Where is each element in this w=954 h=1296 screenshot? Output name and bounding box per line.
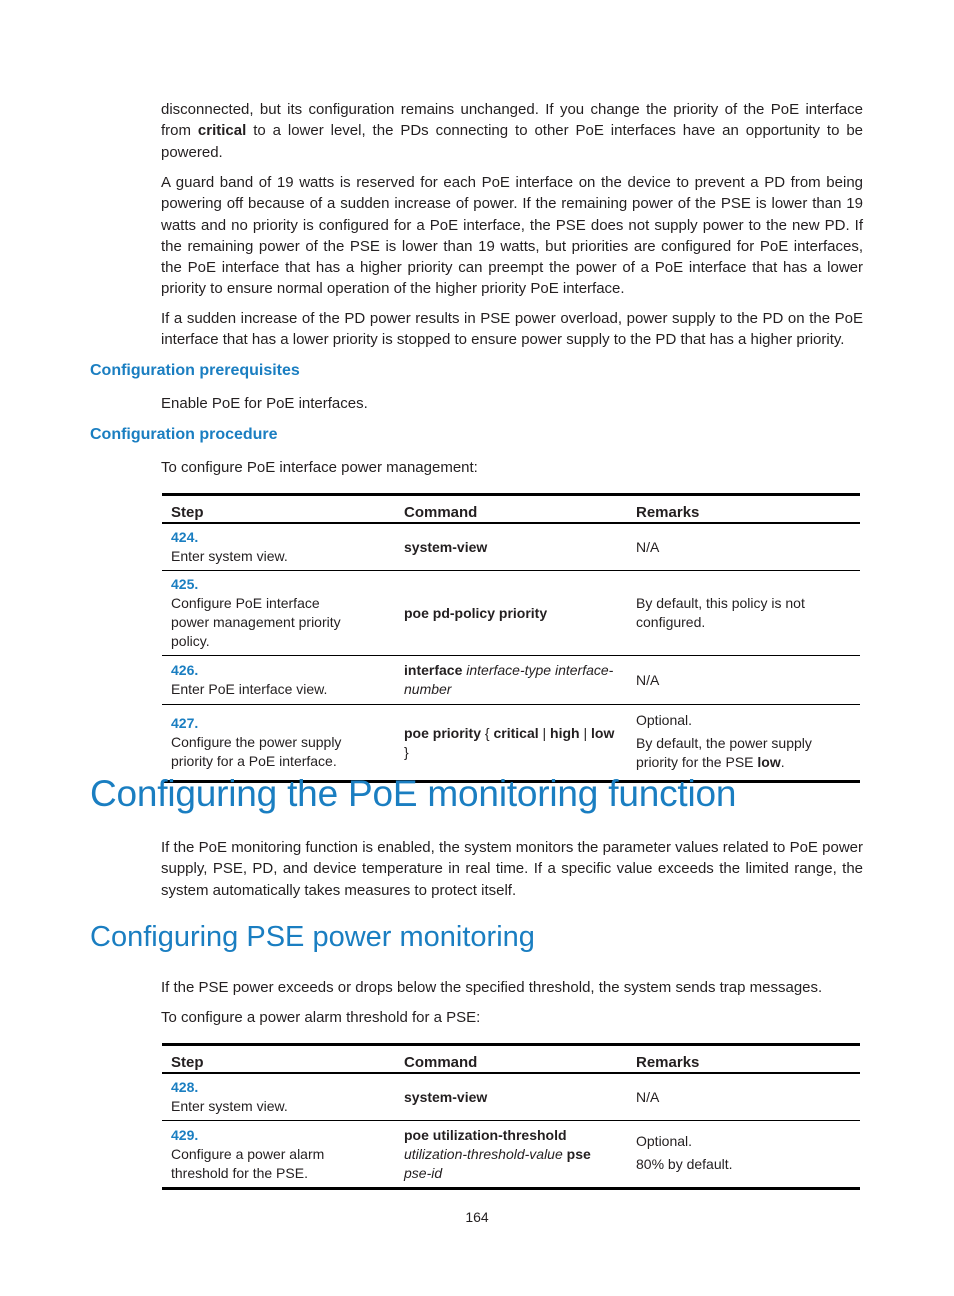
section-heading-pse-power: Configuring PSE power monitoring [90, 921, 535, 953]
table-row [162, 1121, 860, 1189]
keyword-critical: critical [197, 122, 247, 140]
command-keyword: high [550, 724, 580, 741]
step-number: 426. [171, 662, 199, 678]
poe-priority-table [162, 493, 860, 783]
step-number: 427. [171, 715, 199, 731]
step-text: Enter PoE interface view. [171, 681, 328, 697]
keyword-low: low [757, 754, 781, 770]
step-number: 424. [171, 529, 199, 545]
table-row [162, 571, 860, 656]
section-poe-monitoring-text: If the PoE monitoring function is enabled, the system monitors the parameter values related to PoE power supply, PSE, PD, and device temperature in real time. If a specific value exceeds the limited range, the system automatically takes measures to protect itself. [161, 839, 863, 899]
prerequisites-text: Enable PoE for PoE interfaces. [161, 395, 368, 412]
step-cell [162, 1073, 395, 1121]
command-cell [395, 705, 627, 782]
step-text: Enter system view. [171, 1098, 288, 1114]
remark-line: Optional. [636, 1133, 693, 1149]
command-keyword: poe priority [404, 724, 482, 741]
column-header-remarks: Remarks [627, 495, 860, 524]
command-keyword: critical [493, 724, 539, 741]
intro-paragraph-3: If a sudden increase of the PD power results in PSE power overload, power supply to the PD on the PoE interface that has a lower priority is stopped to ensure power supply to the PD that has a higher priority. [161, 310, 863, 349]
step-number: 428. [171, 1079, 199, 1095]
command-cell [395, 1073, 627, 1121]
command-keyword: poe pd-policy priority [404, 604, 548, 621]
text-run: . [780, 754, 785, 770]
step-number: 429. [171, 1126, 199, 1143]
pse-threshold-table [162, 1043, 860, 1190]
command-syntax: } [404, 743, 409, 760]
remark-line: Optional. [636, 712, 693, 728]
remarks-cell [627, 1121, 860, 1189]
column-header-step: Step [162, 1045, 395, 1074]
command-keyword: system-view [404, 1088, 488, 1105]
text-run: to a lower level, the PDs connecting to other PoE interfaces have an opportunity to be powered. [161, 122, 864, 161]
command-syntax: { [481, 724, 494, 741]
command-keyword: system-view [404, 538, 488, 555]
step-text: Enter system view. [171, 548, 288, 564]
column-header-remarks: Remarks [627, 1045, 860, 1074]
command-cell [395, 656, 627, 705]
pse-power-text-1: If the PSE power exceeds or drops below the specified threshold, the system sends trap messages. [161, 979, 823, 996]
procedure-heading: Configuration procedure [90, 426, 278, 443]
remark-line: 80% by default. [636, 1156, 733, 1172]
prerequisites-heading: Configuration prerequisites [90, 362, 300, 379]
remarks-cell: By default, this policy is not configured. [627, 571, 860, 656]
remarks-cell [627, 705, 860, 782]
remarks-cell: N/A [627, 656, 860, 705]
command-cell [395, 1121, 627, 1189]
step-cell [162, 571, 395, 656]
command-cell [395, 571, 627, 656]
step-text: Configure a power alarm threshold for the PSE. [171, 1145, 325, 1181]
table-header-row [162, 1045, 860, 1074]
command-syntax: | [579, 724, 592, 741]
column-header-step: Step [162, 495, 395, 524]
command-keyword: interface [404, 662, 463, 678]
remarks-cell: N/A [627, 1073, 860, 1121]
page-number: 164 [465, 1209, 489, 1225]
remark-line [636, 734, 851, 772]
step-cell [162, 523, 395, 571]
procedure-text: To configure PoE interface power management: [161, 459, 478, 476]
column-header-command: Command [395, 1045, 627, 1074]
command-argument: utilization-threshold-value [404, 1145, 563, 1162]
table-header-row [162, 495, 860, 524]
step-cell [162, 1121, 395, 1189]
remarks-cell: N/A [627, 523, 860, 571]
table-row [162, 656, 860, 705]
text-run: By default, the power supply priority for the PSE [636, 735, 812, 770]
table-row [162, 1073, 860, 1121]
column-header-command: Command [395, 495, 627, 524]
command-syntax: | [538, 724, 551, 741]
intro-paragraph-2: A guard band of 19 watts is reserved for each PoE interface on the device to prevent a PD from being powering off because of a sudden increase of power. If the remaining power of the PSE is lower than 19 watts and no priority is configured for a PoE interface, the PSE does not supply power to the new PD. If the remaining power of the PSE is lower than 19 watts, but priorities are configured for PoE interfaces, the PoE interface that has a higher priority can preempt the power of a PoE interface that has a lower priority to ensure normal operation of the higher priority PoE interface. [161, 174, 863, 298]
command-keyword: poe utilization-threshold [404, 1126, 567, 1143]
text-run: disconnected, but its configuration remains unchanged. If you change the priority of the PoE interface from [161, 101, 863, 140]
command-keyword: low [591, 724, 615, 741]
command-cell [395, 523, 627, 571]
step-number: 425. [171, 576, 199, 592]
table-row [162, 523, 860, 571]
command-keyword: pse [562, 1145, 591, 1162]
step-text: Configure the power supply priority for a PoE interface. [171, 734, 342, 769]
step-text: Configure PoE interface power management priority policy. [171, 595, 341, 649]
step-cell [162, 705, 395, 782]
command-argument: pse-id [404, 1164, 443, 1181]
section-heading-poe-monitoring: Configuring the PoE monitoring function [90, 773, 737, 814]
intro-paragraph-1 [161, 99, 863, 163]
command-argument: interface-type interface-number [404, 662, 614, 697]
pse-power-text-2: To configure a power alarm threshold for a PSE: [161, 1009, 481, 1026]
table-row [162, 705, 860, 782]
step-cell [162, 656, 395, 705]
